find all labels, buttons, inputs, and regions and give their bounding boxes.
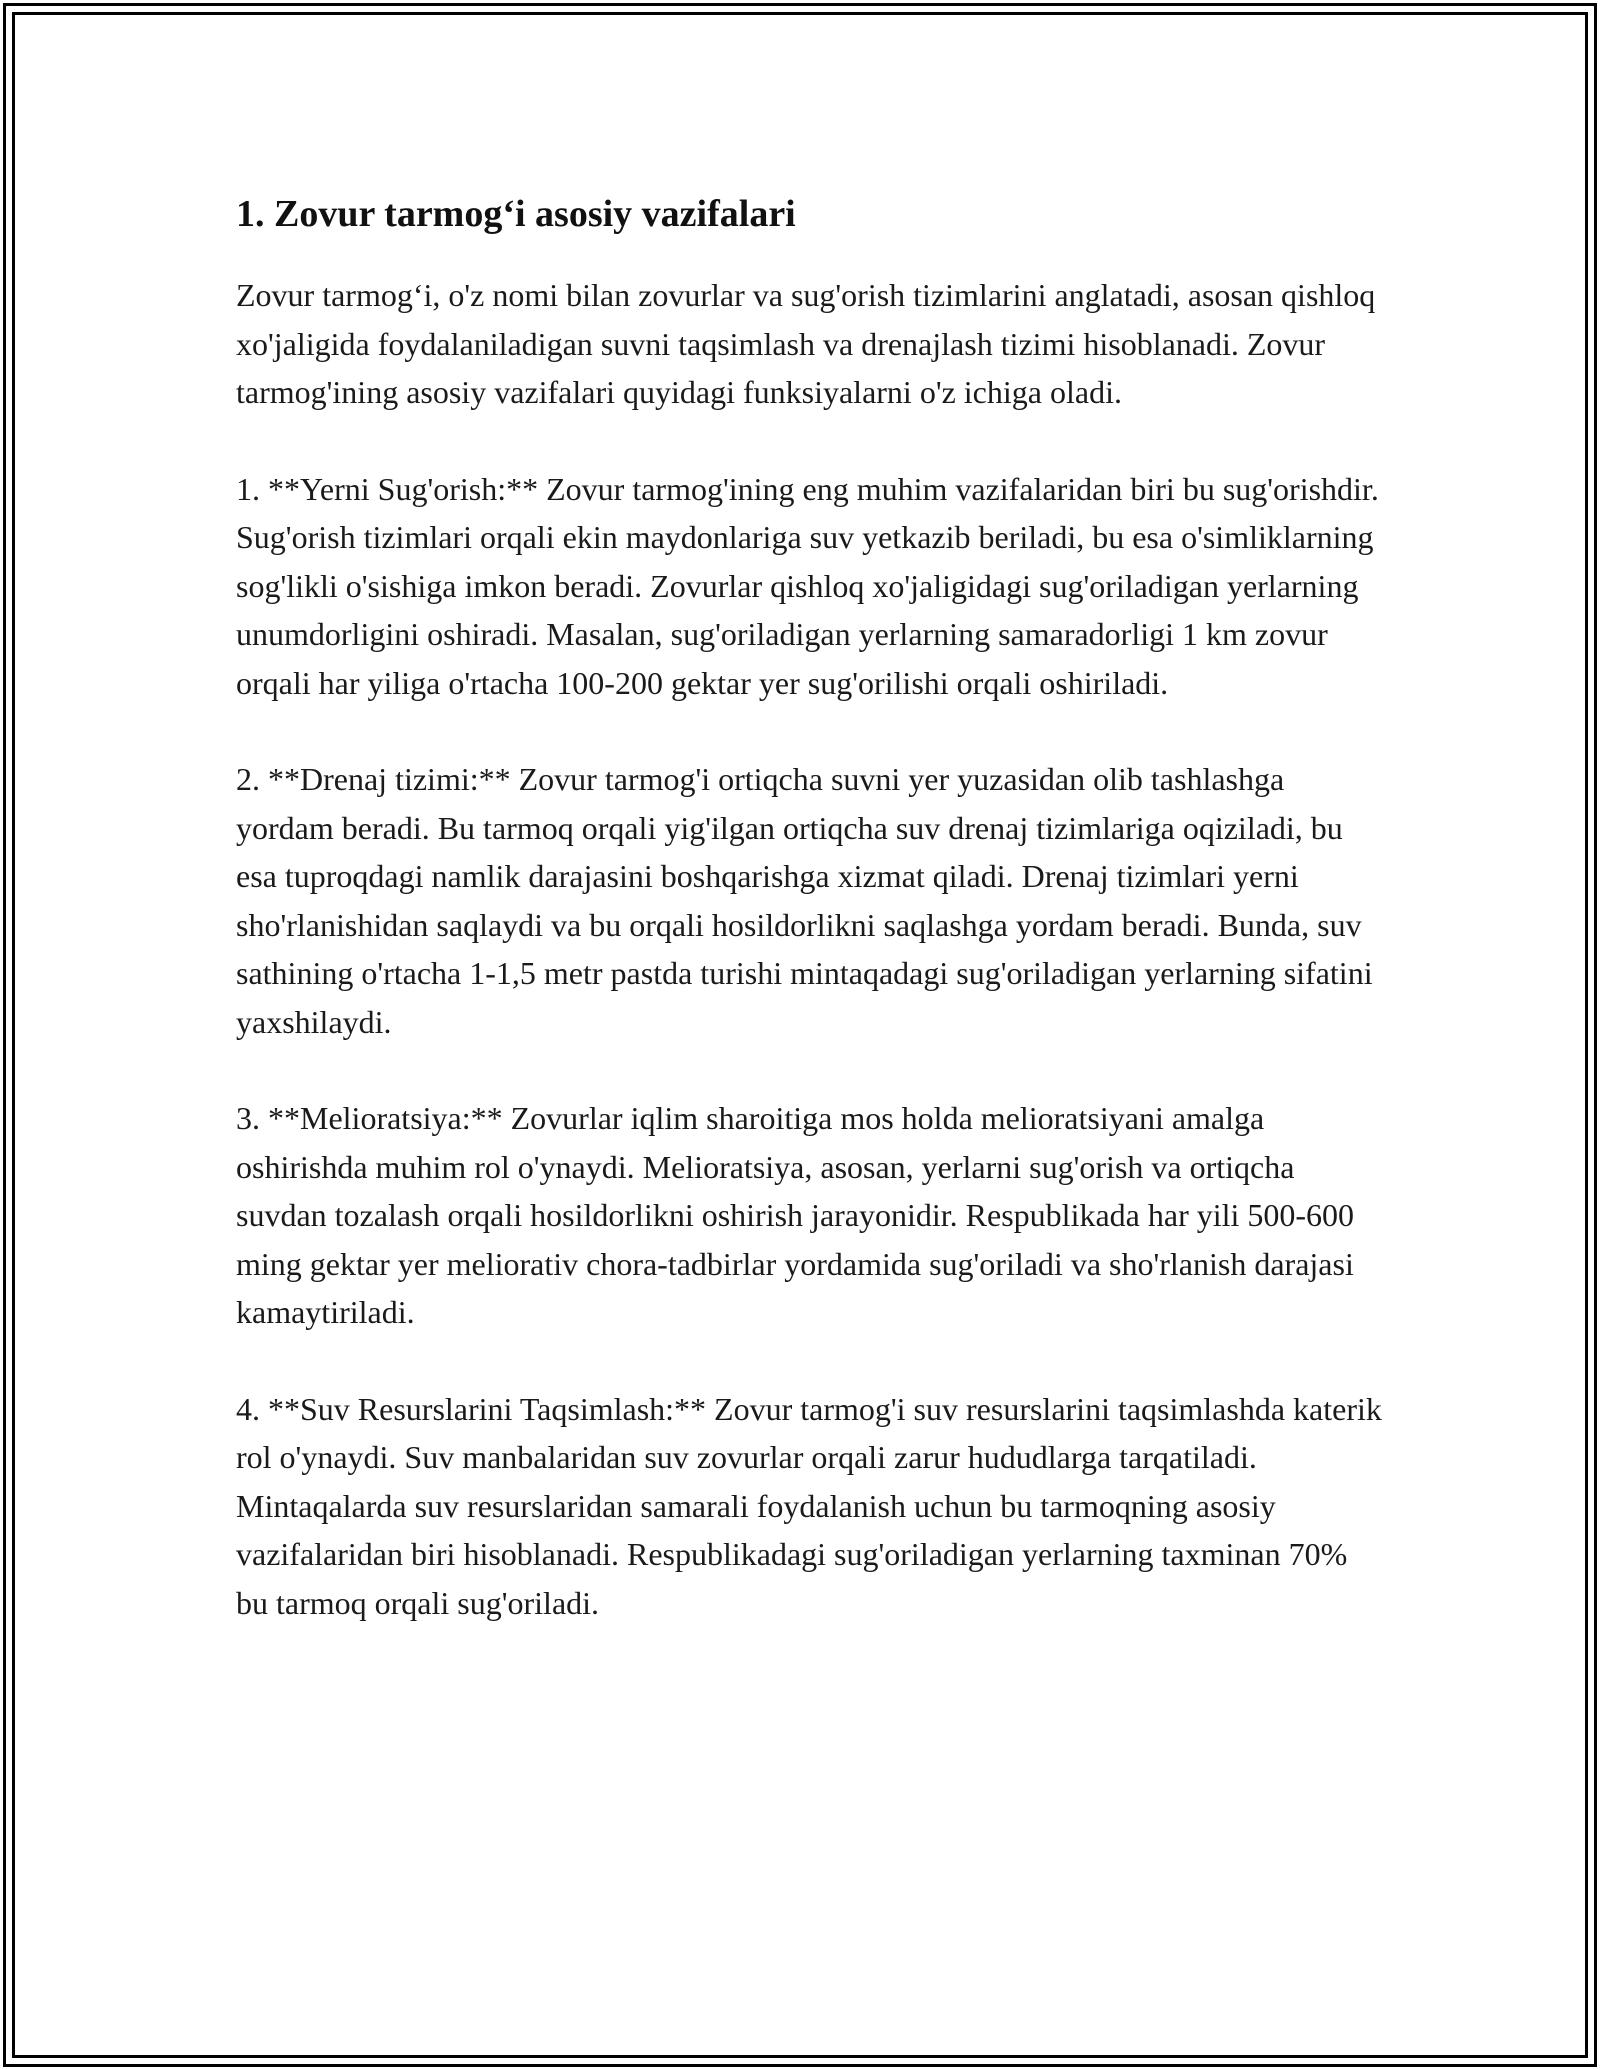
intro-paragraph: Zovur tarmog‘i, o'z nomi bilan zovurlar va sug'orish tizimlarini anglatadi, asosan qishloq xo'jaligida foydalaniladigan suvni taqsimlash va drenajlash tizimi hisoblanadi. Zovur tarmog'ining asosiy vazifalari quyidagi funksiyalarni o'z ichiga oladi. (236, 277, 1376, 410)
paragraph-drainage: 2. **Drenaj tizimi:** Zovur tarmog'i ortiqcha suvni yer yuzasidan olib tashlashga yordam beradi. Bu tarmoq orqali yig'ilgan ortiqcha suv drenaj tizimlariga oqiziladi, bu esa tuproqdagi namlik darajasini boshqarishga xizmat qiladi. Drenaj tizimlari yerni sho'rlanishidan saqlaydi va bu orqali hosildorlikni saqlashga yordam beradi. Bunda, suv sathining o'rtacha 1-1,5 metr pastda turishi mintaqadagi sug'oriladigan yerlarning sifatini yaxshilaydi. (236, 761, 1373, 1040)
paragraph-irrigation: 1. **Yerni Sug'orish:** Zovur tarmog'ining eng muhim vazifalaridan biri bu sug'orishdir. Sug'orish tizimlari orqali ekin maydonlariga suv yetkazib beriladi, bu esa o'simliklarning sog'likli o'sishiga imkon beradi. Zovurlar qishloq xo'jaligidagi sug'oriladigan yerlarning unumdorligini oshiradi. Masalan, sug'oriladigan yerlarning samaradorligi 1 km zovur orqali har yiliga o'rtacha 100-200 gektar yer sug'orilishi orqali oshiriladi. (236, 470, 1379, 701)
document-body (236, 185, 1386, 1675)
section-title: 1. Zovur tarmog‘i asosiy vazifalari (236, 193, 796, 235)
paragraph-water-distribution: 4. **Suv Resurslarini Taqsimlash:** Zovur tarmog'i suv resurslarini taqsimlashda katerik rol o'ynaydi. Suv manbalaridan suv zovurlar orqali zarur hududlarga tarqatiladi. Mintaqalarda suv resurslaridan samarali foydalanish uchun bu tarmoqning asosiy vazifalaridan biri hisoblanadi. Respublikadagi sug'oriladigan yerlarning taxminan 70% bu tarmoq orqali sug'oriladi. (236, 1390, 1382, 1621)
paragraph-melioration: 3. **Melioratsiya:** Zovurlar iqlim sharoitiga mos holda melioratsiyani amalga oshirishda muhim rol o'ynaydi. Melioratsiya, asosan, yerlarni sug'orish va ortiqcha suvdan tozalash orqali hosildorlikni oshirish jarayonidir. Respublikada har yili 500-600 ming gektar yer meliorativ chora-tadbirlar yordamida sug'oriladi va sho'rlanish darajasi kamaytiriladi. (236, 1100, 1355, 1330)
